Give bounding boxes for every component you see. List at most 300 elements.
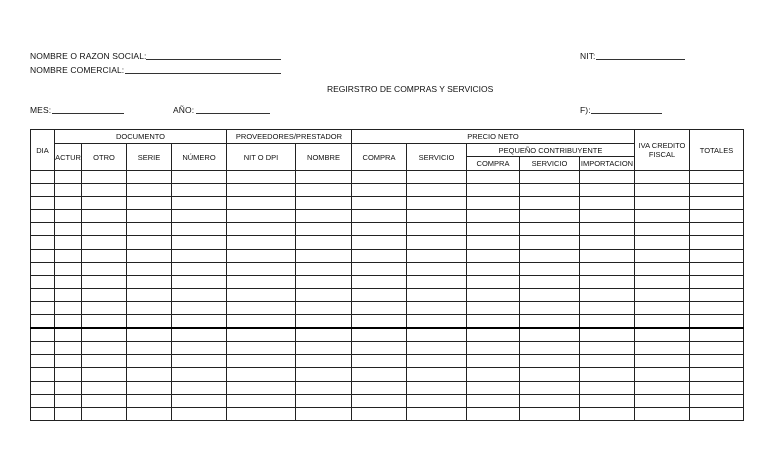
table-cell[interactable] [407,223,467,236]
header-pc-importacion: IMPORTACION [580,157,635,171]
table-row [31,355,744,368]
table-cell[interactable] [580,328,635,342]
iva-credito-text: IVA CREDITO [638,141,686,150]
table-cell[interactable] [127,184,172,197]
table-cell[interactable] [296,171,352,184]
table-cell[interactable] [635,171,690,184]
table-cell[interactable] [296,328,352,342]
table-cell[interactable] [352,249,407,262]
header-documento: DOCUMENTO [55,130,227,144]
table-cell[interactable] [82,262,127,275]
table-cell[interactable] [55,315,82,329]
table-cell[interactable] [580,210,635,223]
table-cell[interactable] [296,288,352,301]
table-cell[interactable] [690,262,744,275]
table-cell[interactable] [127,301,172,314]
table-cell[interactable] [172,355,227,368]
nombre-comercial-field[interactable] [125,73,281,74]
table-cell[interactable] [31,184,55,197]
table-cell[interactable] [31,275,55,288]
table-cell[interactable] [31,407,55,420]
table-cell[interactable] [690,275,744,288]
table-cell[interactable] [82,223,127,236]
table-cell[interactable] [296,184,352,197]
table-cell[interactable] [172,210,227,223]
table-cell[interactable] [296,249,352,262]
table-cell[interactable] [82,171,127,184]
f-field[interactable] [591,113,662,114]
table-cell[interactable] [467,368,520,381]
table-cell[interactable] [635,275,690,288]
table-cell[interactable] [580,197,635,210]
table-cell[interactable] [31,223,55,236]
table-cell[interactable] [580,342,635,355]
table-cell[interactable] [352,342,407,355]
table-cell[interactable] [31,249,55,262]
table-cell[interactable] [580,394,635,407]
table-cell[interactable] [520,223,580,236]
table-cell[interactable] [352,315,407,329]
table-cell[interactable] [296,342,352,355]
purchase-register-table [30,129,744,421]
table-cell[interactable] [352,275,407,288]
table-cell[interactable] [407,210,467,223]
table-cell[interactable] [407,328,467,342]
table-cell[interactable] [55,249,82,262]
table-cell[interactable] [172,407,227,420]
table-cell[interactable] [55,381,82,394]
table-cell[interactable] [407,355,467,368]
table-cell[interactable] [127,275,172,288]
table-cell[interactable] [82,315,127,329]
table-cell[interactable] [520,184,580,197]
table-cell[interactable] [635,355,690,368]
table-cell[interactable] [296,381,352,394]
table-cell[interactable] [635,249,690,262]
table-cell[interactable] [467,223,520,236]
table-cell[interactable] [580,223,635,236]
table-cell[interactable] [296,301,352,314]
table-cell[interactable] [635,368,690,381]
table-cell[interactable] [227,249,296,262]
table-cell[interactable] [296,315,352,329]
table-cell[interactable] [690,301,744,314]
table-cell[interactable] [296,262,352,275]
table-cell[interactable] [690,315,744,329]
table-cell[interactable] [55,223,82,236]
table-cell[interactable] [227,275,296,288]
table-cell[interactable] [296,210,352,223]
table-cell[interactable] [55,210,82,223]
table-cell[interactable] [635,262,690,275]
table-cell[interactable] [690,171,744,184]
table-cell[interactable] [407,394,467,407]
table-cell[interactable] [635,236,690,249]
table-cell[interactable] [172,197,227,210]
table-cell[interactable] [172,328,227,342]
table-cell[interactable] [635,197,690,210]
table-cell[interactable] [82,394,127,407]
table-cell[interactable] [127,368,172,381]
table-cell[interactable] [172,368,227,381]
table-cell[interactable] [127,342,172,355]
table-cell[interactable] [296,275,352,288]
table-cell[interactable] [580,301,635,314]
table-cell[interactable] [172,342,227,355]
table-cell[interactable] [127,223,172,236]
table-row [31,275,744,288]
mes-field[interactable] [52,113,124,114]
table-cell[interactable] [635,407,690,420]
table-cell[interactable] [172,249,227,262]
table-cell[interactable] [227,236,296,249]
table-cell[interactable] [690,368,744,381]
table-cell[interactable] [580,368,635,381]
table-cell[interactable] [690,407,744,420]
table-cell[interactable] [407,407,467,420]
table-cell[interactable] [31,210,55,223]
table-cell[interactable] [55,288,82,301]
header-precio-neto: PRECIO NETO [352,130,635,144]
table-cell[interactable] [172,184,227,197]
table-cell[interactable] [407,236,467,249]
table-cell[interactable] [635,223,690,236]
table-cell[interactable] [467,394,520,407]
table-cell[interactable] [127,236,172,249]
table-cell[interactable] [690,197,744,210]
table-cell[interactable] [31,197,55,210]
table-cell[interactable] [227,210,296,223]
table-cell[interactable] [352,184,407,197]
table-cell[interactable] [82,236,127,249]
table-cell[interactable] [31,315,55,329]
table-row [31,184,744,197]
table-cell[interactable] [690,184,744,197]
header-serie: SERIE [127,144,172,171]
table-cell[interactable] [580,262,635,275]
table-row [31,262,744,275]
table-cell[interactable] [296,223,352,236]
table-cell[interactable] [352,407,407,420]
table-cell[interactable] [227,301,296,314]
table-cell[interactable] [690,210,744,223]
razon-social-field[interactable] [146,59,281,60]
table-cell[interactable] [227,223,296,236]
table-cell[interactable] [520,368,580,381]
table-cell[interactable] [690,249,744,262]
table-cell[interactable] [172,394,227,407]
table-cell[interactable] [467,249,520,262]
table-cell[interactable] [467,315,520,329]
table-cell[interactable] [352,223,407,236]
table-cell[interactable] [172,236,227,249]
table-cell[interactable] [467,301,520,314]
table-cell[interactable] [227,197,296,210]
table-cell[interactable] [467,355,520,368]
table-cell[interactable] [82,288,127,301]
table-cell[interactable] [352,394,407,407]
table-row [31,328,744,342]
table-cell[interactable] [635,328,690,342]
table-cell[interactable] [635,342,690,355]
table-cell[interactable] [55,394,82,407]
table-cell[interactable] [31,368,55,381]
table-cell[interactable] [31,342,55,355]
table-cell[interactable] [407,381,467,394]
table-cell[interactable] [227,315,296,329]
table-cell[interactable] [55,355,82,368]
table-cell[interactable] [352,197,407,210]
table-cell[interactable] [407,288,467,301]
table-cell[interactable] [580,381,635,394]
table-cell[interactable] [127,394,172,407]
table-cell[interactable] [82,275,127,288]
table-cell[interactable] [82,407,127,420]
table-cell[interactable] [127,249,172,262]
table-cell[interactable] [520,301,580,314]
table-cell[interactable] [580,288,635,301]
header-factura: ACTUR [55,144,82,171]
nit-label: NIT: [580,51,596,61]
table-cell[interactable] [520,275,580,288]
table-cell[interactable] [407,315,467,329]
table-cell[interactable] [407,368,467,381]
table-cell[interactable] [31,288,55,301]
table-cell[interactable] [227,328,296,342]
table-cell[interactable] [127,288,172,301]
table-cell[interactable] [467,275,520,288]
table-cell[interactable] [227,381,296,394]
table-cell[interactable] [127,210,172,223]
form-title: REGIRSTRO DE COMPRAS Y SERVICIOS [327,84,494,94]
header-servicio: SERVICIO [407,144,467,171]
table-cell[interactable] [31,355,55,368]
table-cell[interactable] [82,301,127,314]
table-cell[interactable] [82,328,127,342]
table-cell[interactable] [352,368,407,381]
table-cell[interactable] [352,171,407,184]
table-cell[interactable] [127,381,172,394]
table-cell[interactable] [227,368,296,381]
table-cell[interactable] [55,171,82,184]
table-cell[interactable] [31,301,55,314]
table-cell[interactable] [352,210,407,223]
table-cell[interactable] [296,394,352,407]
table-cell[interactable] [352,381,407,394]
table-cell[interactable] [467,197,520,210]
table-cell[interactable] [635,288,690,301]
table-cell[interactable] [635,210,690,223]
table-cell[interactable] [520,249,580,262]
table-cell[interactable] [690,381,744,394]
table-cell[interactable] [172,381,227,394]
table-cell[interactable] [127,171,172,184]
table-cell[interactable] [467,171,520,184]
table-cell[interactable] [352,236,407,249]
header-otro: OTRO [82,144,127,171]
table-cell[interactable] [227,342,296,355]
table-cell[interactable] [407,301,467,314]
table-cell[interactable] [467,381,520,394]
table-cell[interactable] [467,328,520,342]
table-cell[interactable] [520,197,580,210]
table-cell[interactable] [31,236,55,249]
table-cell[interactable] [407,262,467,275]
table-cell[interactable] [296,236,352,249]
table-cell[interactable] [55,262,82,275]
table-cell[interactable] [55,275,82,288]
table-cell[interactable] [82,355,127,368]
table-cell[interactable] [227,394,296,407]
table-cell[interactable] [520,210,580,223]
nit-field[interactable] [596,59,685,60]
table-cell[interactable] [407,342,467,355]
table-cell[interactable] [467,262,520,275]
table-cell[interactable] [580,407,635,420]
table-cell[interactable] [635,394,690,407]
table-cell[interactable] [31,381,55,394]
table-cell[interactable] [520,342,580,355]
table-cell[interactable] [127,328,172,342]
table-cell[interactable] [520,262,580,275]
table-cell[interactable] [580,275,635,288]
table-cell[interactable] [172,262,227,275]
table-cell[interactable] [55,328,82,342]
table-cell[interactable] [690,236,744,249]
table-cell[interactable] [172,223,227,236]
table-row [31,315,744,329]
table-cell[interactable] [407,275,467,288]
table-cell[interactable] [690,328,744,342]
table-cell[interactable] [520,288,580,301]
table-cell[interactable] [296,407,352,420]
header-nit-dpi: NIT O DPI [227,144,296,171]
table-cell[interactable] [690,394,744,407]
table-cell[interactable] [31,394,55,407]
table-row [31,171,744,184]
table-cell[interactable] [635,301,690,314]
table-cell[interactable] [467,407,520,420]
table-cell[interactable] [55,197,82,210]
table-cell[interactable] [172,301,227,314]
table-cell[interactable] [520,171,580,184]
table-cell[interactable] [520,236,580,249]
table-cell[interactable] [82,381,127,394]
table-cell[interactable] [82,184,127,197]
mes-label: MES: [30,105,52,115]
table-cell[interactable] [127,262,172,275]
table-cell[interactable] [352,262,407,275]
table-row [31,210,744,223]
table-cell[interactable] [690,223,744,236]
table-cell[interactable] [580,315,635,329]
table-cell[interactable] [55,301,82,314]
header-nombre: NOMBRE [296,144,352,171]
table-cell[interactable] [520,407,580,420]
table-cell[interactable] [635,381,690,394]
table-cell[interactable] [127,197,172,210]
table-cell[interactable] [467,184,520,197]
table-cell[interactable] [172,288,227,301]
table-cell[interactable] [407,171,467,184]
table-cell[interactable] [227,171,296,184]
table-cell[interactable] [55,184,82,197]
table-cell[interactable] [31,328,55,342]
table-cell[interactable] [31,262,55,275]
table-cell[interactable] [520,355,580,368]
table-cell[interactable] [690,355,744,368]
table-cell[interactable] [82,210,127,223]
table-cell[interactable] [227,355,296,368]
table-cell[interactable] [635,184,690,197]
table-cell[interactable] [172,315,227,329]
table-cell[interactable] [31,171,55,184]
table-cell[interactable] [407,184,467,197]
table-cell[interactable] [296,355,352,368]
table-cell[interactable] [227,262,296,275]
table-cell[interactable] [55,407,82,420]
table-cell[interactable] [580,184,635,197]
table-row [31,368,744,381]
table-cell[interactable] [296,368,352,381]
table-cell[interactable] [467,288,520,301]
table-cell[interactable] [520,381,580,394]
table-cell[interactable] [635,315,690,329]
table-cell[interactable] [82,342,127,355]
table-cell[interactable] [55,368,82,381]
table-cell[interactable] [467,236,520,249]
table-cell[interactable] [82,249,127,262]
table-cell[interactable] [352,301,407,314]
table-cell[interactable] [690,288,744,301]
table-cell[interactable] [352,328,407,342]
header-iva-credito-fiscal [635,130,690,171]
table-row [31,223,744,236]
table-cell[interactable] [82,197,127,210]
table-cell[interactable] [467,342,520,355]
header-pc-compra: COMPRA [467,157,520,171]
table-cell[interactable] [467,210,520,223]
table-cell[interactable] [580,249,635,262]
table-cell[interactable] [227,407,296,420]
table-cell[interactable] [580,236,635,249]
table-cell[interactable] [580,355,635,368]
table-cell[interactable] [407,249,467,262]
table-cell[interactable] [520,328,580,342]
table-cell[interactable] [352,288,407,301]
table-cell[interactable] [407,197,467,210]
table-cell[interactable] [352,355,407,368]
table-cell[interactable] [127,315,172,329]
table-cell[interactable] [520,315,580,329]
table-cell[interactable] [172,275,227,288]
header-numero: NÚMERO [172,144,227,171]
table-cell[interactable] [227,184,296,197]
table-cell[interactable] [172,171,227,184]
table-cell[interactable] [127,407,172,420]
table-cell[interactable] [227,288,296,301]
table-cell[interactable] [127,355,172,368]
razon-social-label: NOMBRE O RAZON SOCIAL: [30,51,147,61]
table-cell[interactable] [55,236,82,249]
table-cell[interactable] [296,197,352,210]
table-cell[interactable] [82,368,127,381]
table-cell[interactable] [520,394,580,407]
table-cell[interactable] [690,342,744,355]
table-cell[interactable] [55,342,82,355]
table-cell[interactable] [580,171,635,184]
anio-field[interactable] [196,113,270,114]
